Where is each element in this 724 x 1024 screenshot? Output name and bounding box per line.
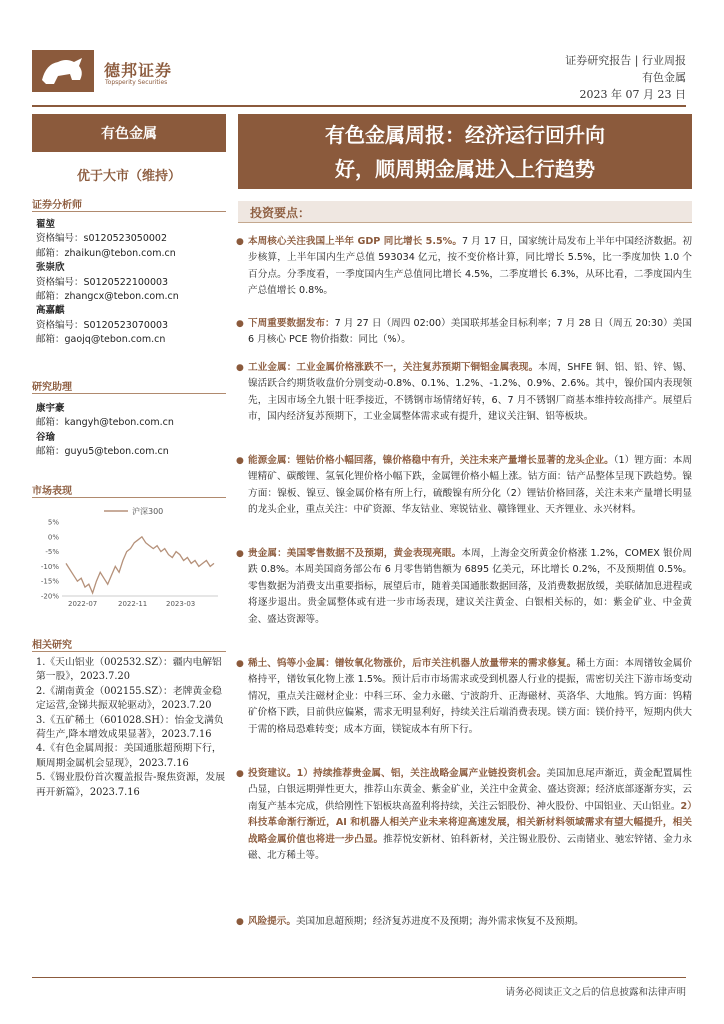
point-highlight: 工业金属：工业金属价格涨跌不一，关注复苏预期下铜铝金属表现。: [248, 362, 539, 373]
point-text: 7 月 27 日（周四 02:00）美国联邦基金目标利率；7 月 28 日（周五 20:30）美国 6 月核心 PCE 物价指数：同比（%）。: [248, 318, 692, 346]
key-points-label: 投资要点：: [250, 206, 311, 220]
point-text: 本周，SHFE 铜、铝、铅、锌、锡、镍活跃合约期货收盘价分别变动-0.8%、0.1%、1.2%、-1.2%、0.9%、2.6%。其中，镍价国内表现领先，主因市场全九银十旺季接近，不锈钢市场情绪好转，6、7 月不锈钢厂商基本维持较高排产。展望后市，国内经济复苏预期下，工业金属整体需求或有提升，建议关注铜、铝等板块。: [248, 362, 693, 423]
assistants-list: [36, 402, 226, 460]
point-highlight: 稀土、钨等小金属：镨钕氧化物涨价，后市关注机器人放量带来的需求修复。: [248, 658, 577, 669]
analyst-email[interactable]: 邮箱：zhangcx@tebon.com.cn: [36, 291, 179, 303]
assistant-email[interactable]: 邮箱：guyu5@tebon.com.cn: [36, 446, 169, 458]
rating: 优于大市（维持）: [76, 169, 181, 184]
y-tick-label: -20%: [40, 592, 59, 601]
y-tick-label: -15%: [40, 577, 59, 586]
footer-disclaimer: 请务必阅读正文之后的信息披露和法律声明: [505, 987, 686, 998]
point-highlight: 下周重要数据发布：: [248, 318, 335, 329]
point-paragraph: [236, 546, 693, 628]
analysts-heading: 证券分析师: [32, 196, 226, 212]
analyst-cert: 资格编号：S0120523070003: [36, 319, 169, 331]
analyst-name: 翟堃: [36, 219, 56, 230]
analyst-cert: 资格编号：S0120522100003: [36, 276, 169, 288]
assistants-heading: 研究助理: [32, 378, 226, 394]
x-tick-label: 2022-07: [68, 600, 98, 608]
assistant-email[interactable]: 邮箱：kangyh@tebon.com.cn: [36, 417, 174, 429]
bull-logo-icon: [32, 50, 94, 92]
y-tick-label: 0%: [47, 533, 59, 542]
bullet-icon: ●: [236, 659, 244, 669]
footer-divider: [32, 977, 686, 978]
analyst-email[interactable]: 邮箱：gaojq@tebon.com.cn: [36, 334, 166, 346]
point-text: 7 月 17 日，国家统计局发布上半年中国经济数据。初步核算，上半年国内生产总值 593034 亿元，按不变价格计算，同比增长 5.5%，比一季度加快 1.0 个百分点。分季度看，一季度国内生产总值同比增长 4.5%，二季度增长 6.3%，从环比看，二季度国内生产总值增长 0.8%。: [248, 236, 693, 297]
header-sector: 有色金属: [642, 71, 686, 84]
analyst: [36, 304, 226, 347]
related-item[interactable]: 3.《五矿稀土（601028.SH）：怡金戈满负荷生产,降本增效成果显著》，2023.7.16: [36, 714, 224, 741]
point-paragraph: [236, 360, 693, 426]
bullet-icon: ●: [236, 769, 244, 779]
x-tick-label: 2023-03: [166, 600, 196, 608]
header-meta: [565, 52, 686, 103]
legend-label: 沪深300: [132, 507, 164, 516]
company-name-en: Topsperity Securities: [105, 79, 168, 86]
point-highlight: 风险提示。: [248, 916, 296, 927]
analyst: [36, 218, 226, 261]
chart-marks: [66, 506, 214, 593]
report-title: [238, 114, 692, 189]
bullet-icon: ●: [236, 917, 244, 927]
x-tick-label: 2022-11: [118, 600, 148, 608]
related-item[interactable]: 5.《锡业股份首次覆盖报告-聚焦资源，发展再开新篇》，2023.7.16: [36, 772, 226, 798]
point-text: （1）锂方面：本周锂精矿、碳酸锂、氢氧化锂价格小幅下跌，金属锂价格小幅上涨。钴方面：钴产品整体呈现下跌趋势。镍方面：镍板、镍豆、镍金属价格有所上行，硫酸镍有所分化（2）锂钴价格回落，关注未来产量增长明显的龙头企业，重点关注：中矿资源、华友钴业、寒锐钴业、赣锋锂业、天齐锂业、永兴材料。: [248, 455, 692, 516]
y-tick-label: 5%: [47, 518, 59, 527]
point-text: 美国加息超预期；经济复苏进度不及预期；海外需求恢复不及预期。: [295, 916, 584, 927]
header-divider: [32, 105, 686, 107]
related-heading: 相关研究: [32, 636, 226, 652]
related-list: [36, 656, 226, 800]
company-name: 德邦证券: [104, 61, 173, 80]
analyst-name: 张崇欣: [36, 262, 65, 274]
point-highlight: 贵金属：美国零售数据不及预期，黄金表现亮眼。: [248, 548, 462, 559]
point-paragraph: [236, 766, 693, 864]
point-highlight: 本周核心关注我国上半年 GDP 同比增长 5.5%。: [248, 236, 462, 247]
point-paragraph: [236, 316, 692, 349]
sector-box: 有色金属: [32, 114, 226, 152]
bullet-icon: ●: [236, 319, 244, 329]
point-paragraph: [236, 453, 692, 519]
key-points-heading: [238, 201, 692, 223]
analyst-name: 高嘉麒: [36, 305, 65, 317]
market-heading: 市场表现: [32, 482, 226, 498]
analyst: [36, 261, 226, 304]
title-line: 好，顺周期金属进入上行趋势: [335, 157, 595, 181]
y-tick-label: -5%: [45, 548, 59, 557]
analyst-cert: 资格编号：s0120523050002: [36, 233, 168, 245]
point-paragraph: [236, 914, 692, 930]
market-performance-chart: [32, 500, 226, 612]
point-highlight: 2）科技革命渐行渐近，AI 和机器人相关产业未来将迎高速发展，相关新材料领域需求有望大幅提升，相关战略金属价值也将进一步凸显。: [248, 800, 692, 845]
point-paragraph: [236, 656, 693, 738]
assistant-name: 康宇豪: [36, 403, 65, 414]
bullet-icon: ●: [236, 363, 244, 373]
point-text: 推荐悦安新材、铂科新材，关注锡业股份、云南锗业、驰宏锌锗、金力永磁、北方稀土等。: [248, 833, 693, 862]
bullet-icon: ●: [236, 237, 244, 247]
point-paragraph: [236, 234, 693, 300]
analyst-email[interactable]: 邮箱：zhaikun@tebon.com.cn: [36, 247, 176, 259]
bullet-icon: ●: [236, 549, 244, 559]
related-item[interactable]: 4.《有色金属周报：美国通胀超预期下行，顺周期金属机会显现》，2023.7.16: [36, 743, 222, 769]
y-tick-label: -10%: [40, 562, 59, 571]
point-text: 美国加息尾声渐近，黄金配置属性凸显，白银远期弹性更大，推荐山东黄金、紫金矿业，关注中金黄金、盛达资源；经济底部逐渐夯实，云南复产基本完成，供给刚性下铝板块高盈利将持续，关注云铝股份、神火股份、中国铝业、天山铝业。: [248, 768, 692, 812]
point-highlight: 能源金属：锂钴价格小幅回落，镍价格稳中有升，关注未来产量增长显著的龙头企业。: [248, 455, 614, 466]
point-text: 本周，上海金交所黄金价格涨 1.2%，COMEX 银价周跌 0.8%。本周美国商务部公布 6 月零售销售额为 6895 亿美元，环比增长 0.2%，不及预期值 0.5%。零售数据为消费支出重要指标，展望后市，随着美国通胀数据回落，及消费数据放缓，美联储加息进程或将逐步退出。贵金属整体或有进一步市场表现，建议关注黄金、白银相关标的，如：紫金矿业、中金黄金、盛达资源等。: [248, 548, 693, 625]
report-type: 证券研究报告 | 行业周报: [565, 54, 686, 67]
company-logo: [32, 50, 94, 92]
title-line: 有色金属周报：经济运行回升向: [325, 123, 605, 147]
report-date: 2023 年 07 月 23 日: [579, 88, 686, 101]
bullet-icon: ●: [236, 456, 244, 466]
assistant-name: 谷瑜: [36, 431, 56, 443]
series-line-hs300: [66, 537, 214, 593]
related-item[interactable]: 1.《天山铝业（002532.SZ）：疆内电解铝第一股》，2023.7.20: [36, 657, 222, 683]
point-text: 稀土方面：本周镨钕金属价格持平，镨钕氧化物上涨 1.5%。预计后市市场需求或受到机器人行业的提振，需密切关注下游市场变动情况，重点关注磁材企业：中科三环、金力永磁、宁波韵升、正海磁材、英洛华、大地熊。钨方面：钨精矿价格下跌，目前供应偏紧，需求无明显利好，持续关注后端消费表现。镁方面：镁价持平，短期内供大于需的格局恐难转变；成本方面，镁锭成本有所下行。: [248, 658, 693, 735]
point-highlight: 投资建议。1）持续推荐贵金属、铝，关注战略金属产业链投资机会。: [248, 768, 547, 779]
related-item[interactable]: 2.《湖南黄金（002155.SZ）：老牌黄金稳定运营,金锑共振双轮驱动》，2023.7.20: [36, 685, 222, 712]
analysts-list: [36, 218, 226, 348]
